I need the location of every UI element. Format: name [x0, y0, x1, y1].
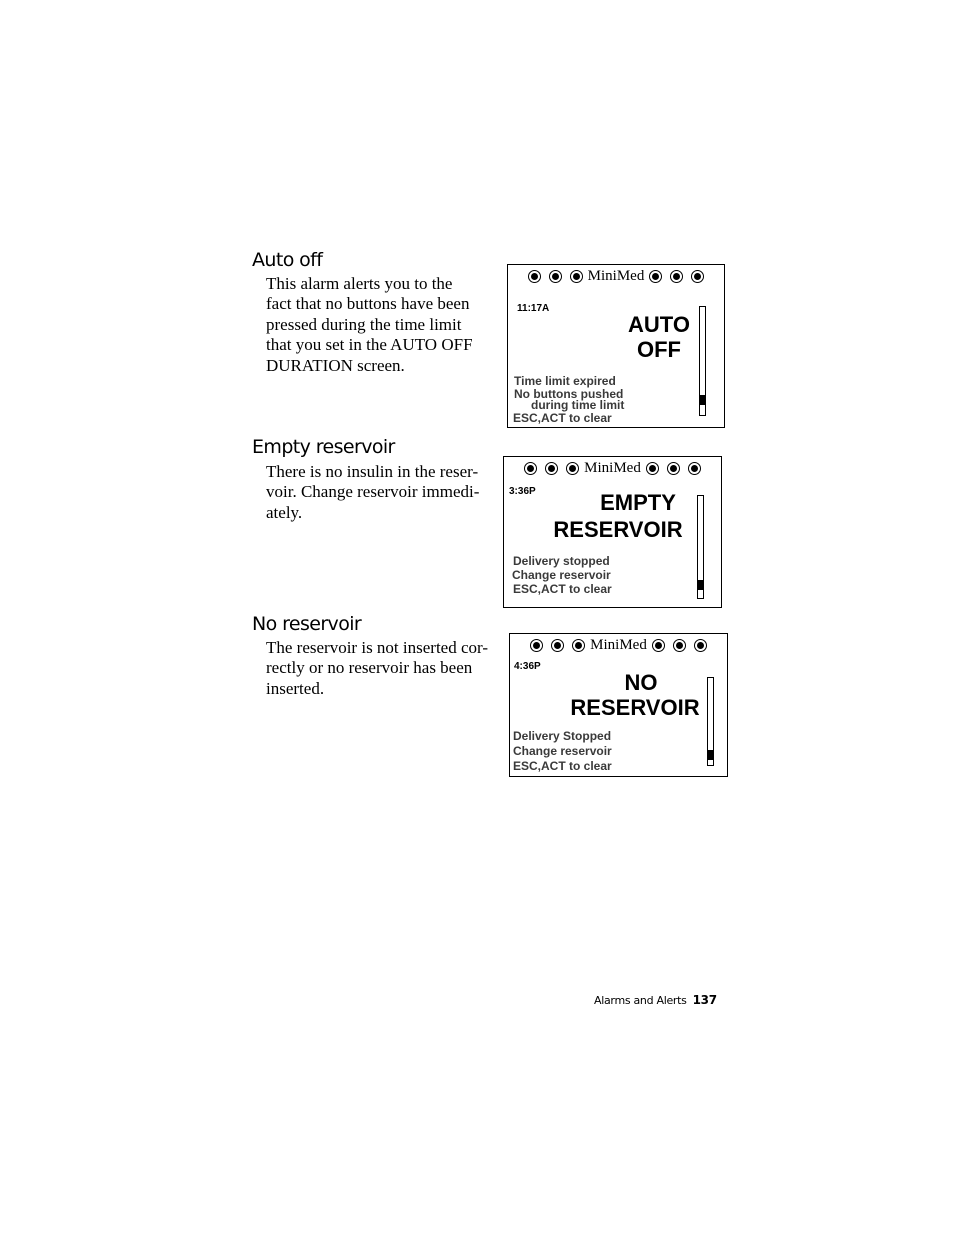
section-heading: No reservoir: [252, 613, 362, 635]
indicator-dot-icon: [530, 639, 543, 652]
alarm-title: [565, 670, 705, 720]
indicator-dot-icon: [673, 639, 686, 652]
status-line: Change reservoir: [512, 568, 611, 582]
status-line: ESC,ACT to clear: [513, 582, 612, 596]
alarm-title-line: RESERVOIR: [570, 695, 700, 720]
indicator-dot-icon: [551, 639, 564, 652]
status-line: No buttons pushed: [514, 387, 624, 401]
page-number: 137: [692, 993, 717, 1007]
alarm-title-line: NO: [624, 670, 658, 695]
brand-row: [504, 460, 721, 477]
alarm-title: [620, 312, 698, 362]
indicator-dot-icon: [688, 462, 701, 475]
status-line: ESC,ACT to clear: [513, 411, 612, 425]
alarm-title-line: RESERVOIR: [553, 517, 683, 542]
status-line: Delivery stopped: [513, 554, 610, 568]
section-body-text: The reservoir is not inserted cor- rectly or no reservoir has been inserted.: [266, 638, 488, 698]
footer-section-title: Alarms and Alerts: [594, 994, 687, 1007]
indicator-dot-icon: [649, 270, 662, 283]
indicator-dot-icon: [528, 270, 541, 283]
section-body-text: There is no insulin in the reser- voir. Change reservoir immedi- ately.: [266, 462, 480, 522]
alarm-title-line: EMPTY: [600, 490, 676, 515]
page-footer: [594, 993, 717, 1007]
section-body-text: This alarm alerts you to the fact that no buttons have been pressed during the time limit that you set in the AUTO OFF DURATION screen.: [266, 274, 473, 375]
status-line: Change reservoir: [513, 744, 612, 758]
status-line: Time limit expired: [514, 374, 616, 388]
level-bar-fill: [708, 750, 713, 760]
status-line: Delivery Stopped: [513, 729, 612, 743]
level-bar-fill: [698, 580, 703, 590]
status-line: during time limit: [531, 398, 625, 412]
brand-label: MiniMed: [584, 460, 641, 476]
level-bar: [697, 495, 704, 599]
level-bar-fill: [700, 395, 705, 405]
indicator-dot-icon: [652, 639, 665, 652]
alarm-title-line: AUTO: [628, 312, 690, 337]
indicator-dot-icon: [549, 270, 562, 283]
brand-row: [508, 268, 724, 285]
alarm-title-line: OFF: [637, 337, 681, 362]
indicator-dot-icon: [570, 270, 583, 283]
brand-label: MiniMed: [587, 268, 645, 284]
indicator-dot-icon: [572, 639, 585, 652]
section-heading: Auto off: [252, 249, 323, 271]
section-heading: Empty reservoir: [252, 436, 395, 458]
screen-time: 11:17A: [517, 303, 550, 314]
indicator-dot-icon: [545, 462, 558, 475]
level-bar: [699, 306, 706, 416]
pump-screen-no-reservoir: [509, 633, 728, 777]
indicator-dot-icon: [670, 270, 683, 283]
pump-screen-empty-reservoir: [503, 456, 722, 608]
level-bar: [707, 677, 714, 766]
indicator-dot-icon: [524, 462, 537, 475]
screen-time: 3:36P: [509, 486, 536, 497]
status-line: ESC,ACT to clear: [513, 759, 612, 773]
indicator-dot-icon: [691, 270, 704, 283]
indicator-dot-icon: [667, 462, 680, 475]
alarm-title: [548, 489, 688, 543]
indicator-dot-icon: [694, 639, 707, 652]
pump-screen-auto-off: [507, 264, 725, 428]
indicator-dot-icon: [566, 462, 579, 475]
screen-time: 4:36P: [514, 661, 541, 672]
brand-label: MiniMed: [590, 637, 647, 653]
indicator-dot-icon: [646, 462, 659, 475]
brand-row: [510, 637, 727, 654]
